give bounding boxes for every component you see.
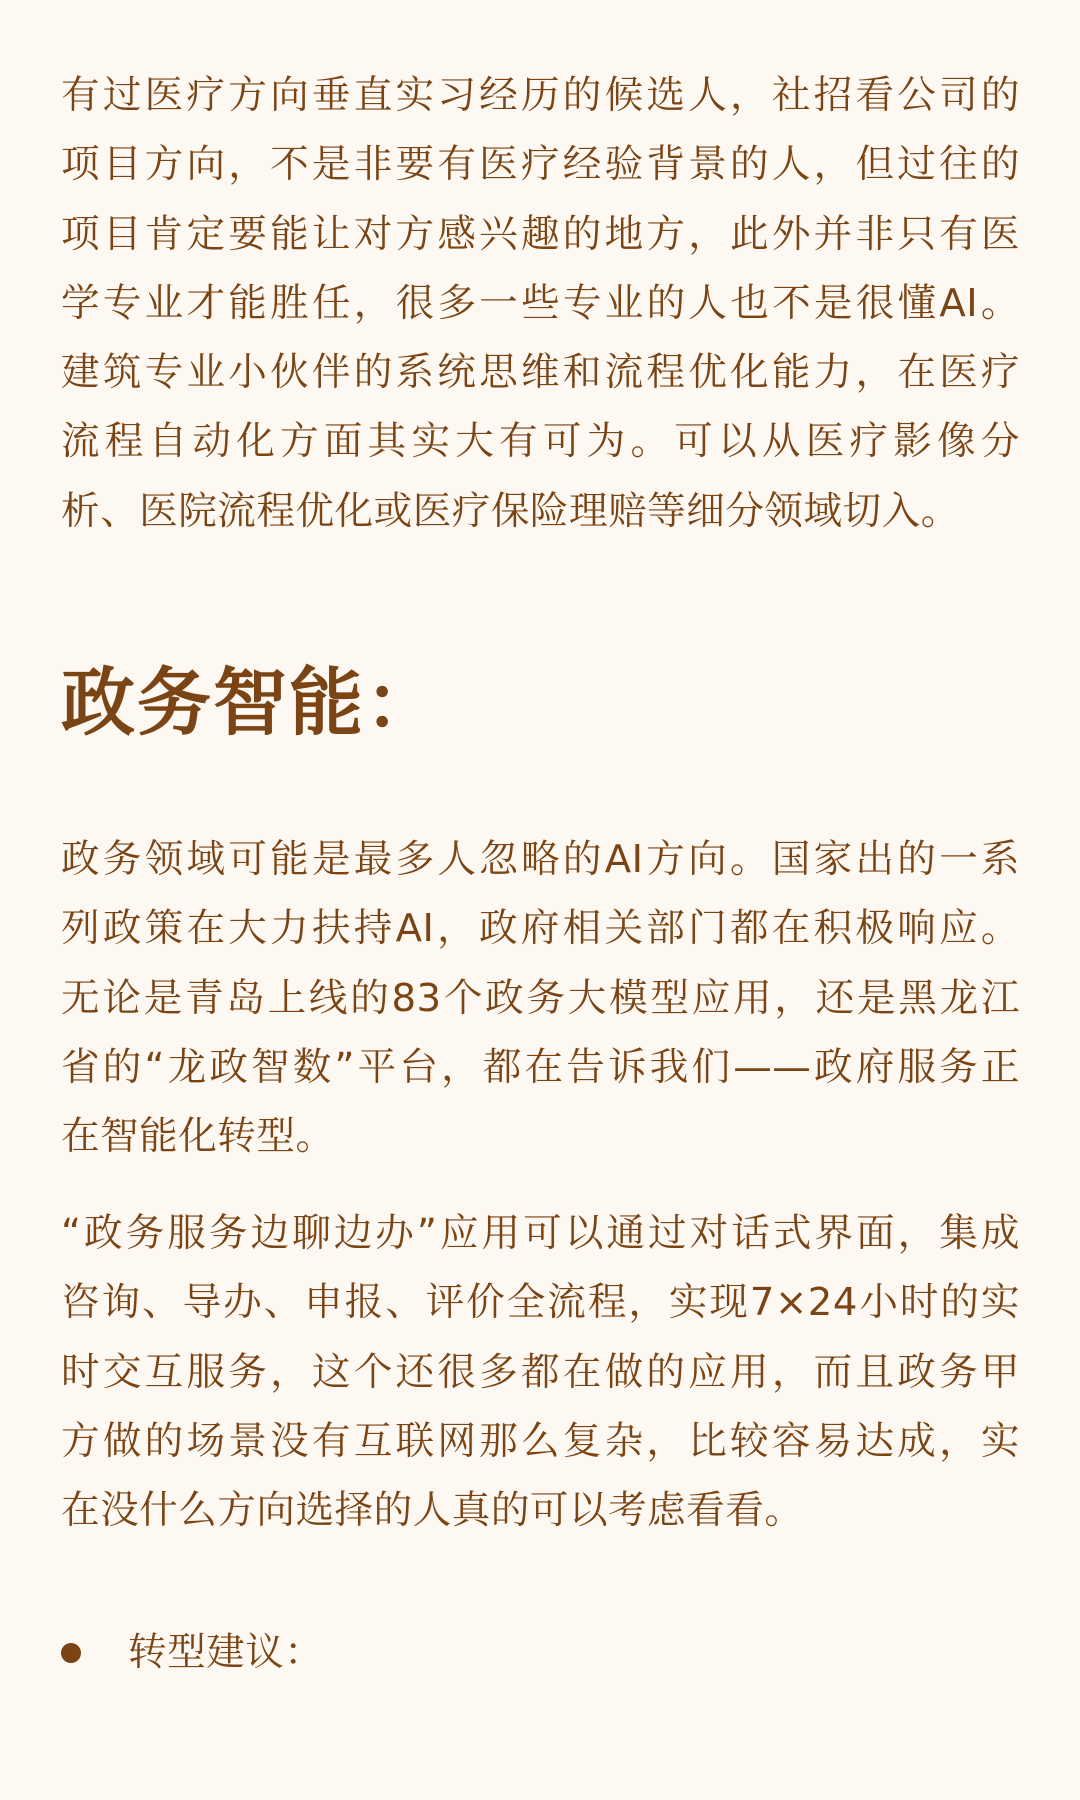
bullet-label: 转型建议： [128, 1630, 324, 1675]
paragraph-line: 时交互服务，这个还很多都在做的应用，而且政务甲 [61, 1349, 1020, 1395]
paragraph-line: 方做的场景没有互联网那么复杂，比较容易达成，实 [61, 1418, 1020, 1464]
chat-service-paragraph [61, 1199, 1020, 1545]
intro-line: 建筑专业小伙伴的系统思维和流程优化能力，在医疗 [61, 350, 1020, 396]
intro-paragraph [61, 61, 1020, 546]
bullet-item [61, 1618, 323, 1688]
intro-line: 项目方向，不是非要有医疗经验背景的人，但过往的 [61, 142, 1020, 188]
intro-line: 项目肯定要能让对方感兴趣的地方，此外并非只有医 [61, 211, 1020, 257]
intro-line: 学专业才能胜任，很多一些专业的人也不是很懂AI。 [61, 280, 1020, 326]
government-ai-paragraph [61, 825, 1020, 1171]
paragraph-line: 在智能化转型。 [61, 1114, 335, 1160]
bullet-dot-icon [61, 1643, 81, 1663]
section-heading: 政务智能： [61, 660, 441, 746]
paragraph-line: 列政策在大力扶持AI，政府相关部门都在积极响应。 [61, 906, 1020, 952]
paragraph-line: 省的“龙政智数”平台，都在告诉我们——政府服务正 [61, 1044, 1020, 1090]
paragraph-line: 在没什么方向选择的人真的可以考虑看看。 [61, 1488, 804, 1534]
paragraph-line: “政务服务边聊边办”应用可以通过对话式界面，集成 [61, 1211, 1020, 1256]
intro-line: 流程自动化方面其实大有可为。可以从医疗影像分 [61, 419, 1020, 465]
intro-line: 析、医院流程优化或医疗保险理赔等细分领域切入。 [61, 488, 960, 534]
paragraph-line: 政务领域可能是最多人忽略的AI方向。国家出的一系 [61, 837, 1020, 882]
intro-line: 有过医疗方向垂直实习经历的候选人，社招看公司的 [61, 73, 1020, 118]
paragraph-line: 咨询、导办、申报、评价全流程，实现7×24小时的实 [61, 1280, 1020, 1326]
paragraph-line: 无论是青岛上线的83个政务大模型应用，还是黑龙江 [61, 975, 1020, 1021]
